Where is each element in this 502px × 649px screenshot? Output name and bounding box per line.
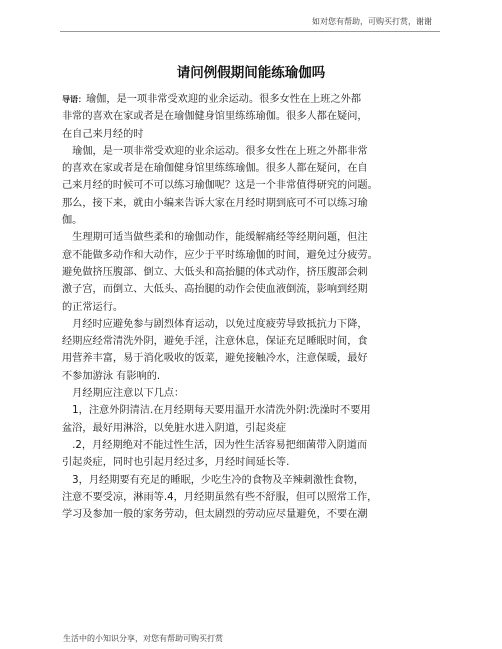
intro-label: 导语： [62,95,86,104]
intro-paragraph [62,91,442,143]
paragraph-line: 的喜欢在家或者是在瑜伽健身馆里练练瑜伽。很多人都在疑问，在自 [62,163,368,175]
paragraph-line: 月经时应避免参与剧烈体育运动，以免过度疲劳导致抵抗力下降， [62,318,368,330]
paragraph-line: 经期应经常清洗外阴，避免手淫，注意休息，保证充足睡眠时间，食 [62,336,368,348]
paragraph-line: 己来月经的时候可不可以练习瑜伽呢？这是一个非常值得研究的问题。 [62,180,378,192]
paragraph-line: 注意不要受凉，淋雨等.4，月经期虽然有些不舒服，但可以照常工作， [62,491,378,503]
paragraph-line: 伽。 [62,215,83,227]
paragraph-line: 学习及参加一般的家务劳动，但太剧烈的劳动应尽量避免，不要在潮 [62,509,368,521]
header-divider [60,31,440,32]
paragraph-line: .2，月经期绝对不能过性生活，因为性生活容易把细菌带入阴道而 [62,439,368,451]
intro-line: 在自己来月经的时 [62,128,144,140]
paragraph-point-2 [62,437,442,472]
paragraph-line: 瑜伽，是一项非常受欢迎的业余运动。很多女性在上班之外都非常 [62,145,368,157]
paragraph-line: 激子宫，而倒立、大低头、高抬腿的动作会使血液倒流，影响到经期 [62,284,368,296]
paragraph-line: 意不能做多动作和大动作，应少于平时练瑜伽的时间，避免过分疲劳。 [62,249,378,261]
document-title: 请问例假期间能练瑜伽吗 [176,65,326,81]
paragraph-line: 不参加游泳 有影响的. [62,370,161,382]
paragraph-line: 盆浴，最好用淋浴，以免脏水进入阴道，引起炎症 [62,422,287,434]
paragraph-line: 引起炎症，同时也引起月经过多，月经时间延长等. [62,457,290,469]
paragraph-gentle-yoga [62,229,442,315]
paragraph-line: 3，月经期要有充足的睡眠，少吃生冷的食物及辛辣刺激性食物， [62,474,364,486]
document-body [62,91,442,523]
paragraph-line: 1，注意外阴清洁.在月经期每天要用温开水清洗外阴:洗澡时不要用 [62,405,371,417]
intro-line: 非常的喜欢在家或者是在瑜伽健身馆里练练瑜伽。很多人都在疑问， [62,111,368,123]
paragraph-avoid-exercise [62,316,442,385]
paragraph-line: 那么，接下来，就由小编来告诉大家在月经时期到底可不可以练习瑜 [62,197,368,209]
paragraph-what-is-yoga [62,143,442,229]
paragraph-line: 的正常运行。 [62,301,124,313]
paragraph-line: 避免做挤压腹部、倒立、大低头和高抬腿的体式动作，挤压腹部会刺 [62,266,368,278]
paragraph-line: 用营养丰富，易于消化吸收的饭菜，避免接触冷水，注意保暖，最好 [62,353,368,365]
paragraph-notes-heading [62,385,442,402]
header-note: 如对您有帮助，可购买打赏，谢谢 [312,17,432,26]
intro-line: 导语：瑜伽，是一项非常受欢迎的业余运动。很多女性在上班之外都 [62,94,362,105]
footer-note: 生活中的小知识分享，对您有帮助可购买打赏 [63,634,223,643]
paragraph-point-3-4 [62,472,442,524]
paragraph-line: 月经期应注意以下几点： [62,388,185,400]
paragraph-point-1 [62,402,442,437]
paragraph-line: 生理期可适当做些柔和的瑜伽动作，能缓解痛经等经期问题，但注 [62,232,368,244]
